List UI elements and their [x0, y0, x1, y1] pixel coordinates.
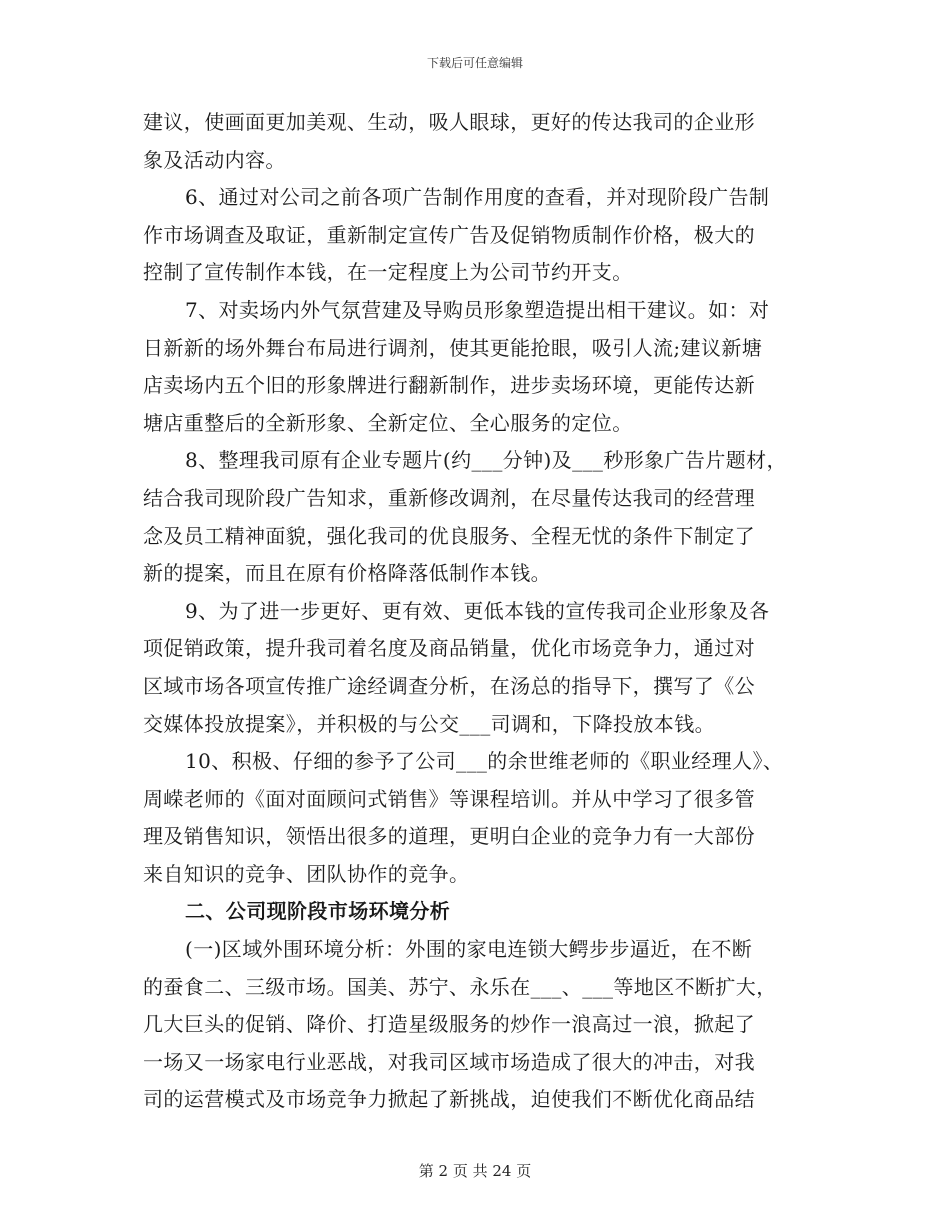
- page-header-note: 下载后可任意编辑: [426, 56, 523, 70]
- section-heading: 二、公司现阶段市场环境分析: [185, 899, 451, 924]
- body-line: 来自知识的竞争、团队协作的竞争。: [143, 861, 470, 886]
- body-line: 日新新的场外舞台布局进行调剂，使其更能抢眼，吸引人流;建议新塘: [143, 335, 763, 360]
- document-body: [143, 104, 823, 1119]
- paragraph-start-line: 9、为了进一步更好、更有效、更低本钱的宣传我司企业形象及各: [185, 598, 770, 623]
- body-line: 作市场调查及取证，重新制定宣传广告及促销物质制作价格，极大的: [143, 222, 755, 247]
- body-line: 念及员工精神面貌，强化我司的优良服务、全程无忧的条件下制定了: [143, 523, 755, 548]
- paragraph-start-line: 10、积极、仔细的参予了公司___的余世维老师的《职业经理人》、: [185, 749, 784, 774]
- paragraph-start-line: 6、通过对公司之前各项广告制作用度的查看，并对现阶段广告制: [185, 185, 770, 210]
- page-number: 第 2 页 共 24 页: [418, 1162, 532, 1180]
- body-line: 区域市场各项宣传推广途经调查分析，在汤总的指导下，撰写了《公: [143, 673, 755, 698]
- body-line: 的蚕食二、三级市场。国美、苏宁、永乐在___、___等地区不断扩大，: [143, 974, 777, 999]
- body-line: 象及活动内容。: [143, 147, 286, 172]
- body-line: 店卖场内五个旧的形象牌进行翻新制作，进步卖场环境，更能传达新: [143, 373, 755, 398]
- body-line: 项促销政策，提升我司着名度及商品销量，优化市场竞争力，通过对: [143, 636, 755, 661]
- paragraph-start-line: 8、整理我司原有企业专题片(约___分钟)及___秒形象广告片题材，: [185, 448, 787, 473]
- body-line: 建议，使画面更加美观、生动，吸人眼球，更好的传达我司的企业形: [143, 110, 755, 134]
- body-line: 新的提案，而且在原有价格降落低制作本钱。: [143, 561, 551, 586]
- body-line: 结合我司现阶段广告知求，重新修改调剂，在尽量传达我司的经营理: [143, 485, 755, 510]
- body-line: 司的运营模式及市场竞争力掀起了新挑战，迫使我们不断优化商品结: [143, 1087, 755, 1112]
- paragraph-start-line: 7、对卖场内外气氛营建及导购员形象塑造提出相干建议。如：对: [185, 297, 770, 322]
- paragraph-start-line: (一)区域外围环境分析：外围的家电连锁大鳄步步逼近，在不断: [185, 937, 753, 962]
- body-line: 塘店重整后的全新形象、全新定位、全心服务的定位。: [143, 410, 633, 435]
- body-line: 一场又一场家电行业恶战，对我司区域市场造成了很大的冲击，对我: [143, 1049, 755, 1074]
- body-line: 控制了宣传制作本钱，在一定程度上为公司节约开支。: [143, 260, 633, 285]
- body-line: 周嵘老师的《面对面顾问式销售》等课程培训。并从中学习了很多管: [143, 786, 755, 811]
- body-line: 几大巨头的促销、降价、打造星级服务的炒作一浪高过一浪，掀起了: [143, 1012, 755, 1037]
- body-line: 理及销售知识，领悟出很多的道理，更明白企业的竞争力有一大部份: [143, 824, 755, 849]
- body-line: 交媒体投放提案》，并积极的与公交___司调和，下降投放本钱。: [143, 711, 715, 736]
